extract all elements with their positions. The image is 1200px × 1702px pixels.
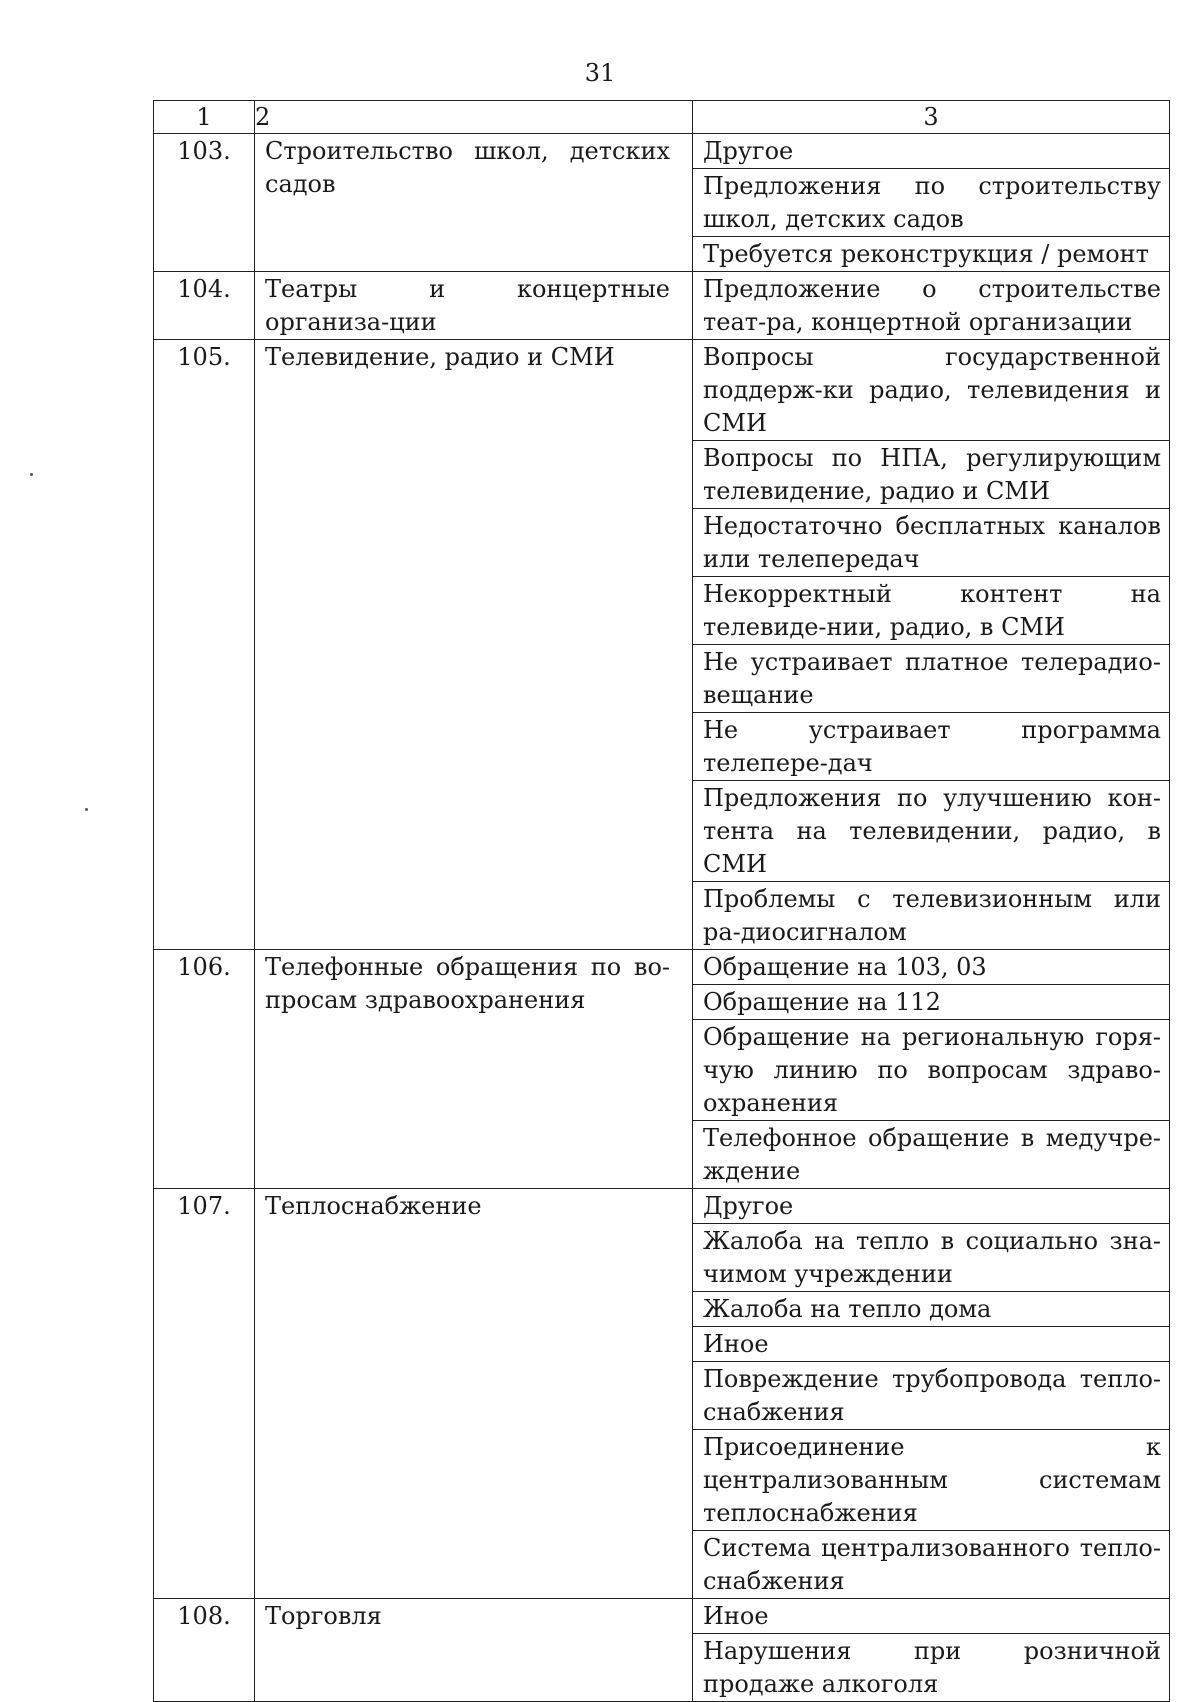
subtopic-item: Повреждение трубопровода тепло-снабжения — [693, 1361, 1169, 1429]
table-row — [154, 134, 1170, 272]
subtopic-item: Вопросы государственной поддерж-ки радио, телевидения и СМИ — [703, 343, 1161, 437]
subtopic-item: Система централизованного тепло-снабжения — [693, 1530, 1169, 1598]
row-topic: Торговля — [255, 1599, 693, 1702]
table-row — [154, 950, 1170, 1189]
row-number: 105. — [154, 340, 255, 950]
column-header-3: 3 — [693, 101, 1170, 134]
subtopic-item: Предложения по строительству школ, детских садов — [693, 168, 1169, 236]
table-row — [154, 1189, 1170, 1599]
page-number: 31 — [584, 59, 616, 87]
subtopic-item: Проблемы с телевизионным или ра-диосигналом — [693, 881, 1169, 949]
table-row — [154, 340, 1170, 950]
row-number: 103. — [154, 134, 255, 272]
scan-speck — [30, 473, 33, 476]
subtopic-item: Недостаточно бесплатных каналов или телепередач — [693, 508, 1169, 576]
row-subtopics — [693, 950, 1170, 1189]
row-subtopics — [693, 134, 1170, 272]
subtopic-item: Обращение на 112 — [693, 984, 1169, 1019]
subtopic-item: Нарушения при розничной продаже алкоголя — [693, 1633, 1169, 1701]
row-subtopics — [693, 1599, 1170, 1702]
row-topic: Теплоснабжение — [255, 1189, 693, 1599]
row-subtopics — [693, 272, 1170, 340]
subtopic-item: Предложение о строительстве теат-ра, концертной организации — [703, 275, 1161, 336]
table-row — [154, 272, 1170, 340]
column-header-1: 1 — [154, 101, 255, 134]
row-topic: Телефонные обращения по во-просам здравоохранения — [255, 950, 693, 1189]
subtopic-item: Не устраивает программа телепере-дач — [693, 712, 1169, 780]
row-topic: Строительство школ, детских садов — [255, 134, 693, 272]
subtopic-item: Присоединение к централизованным системам теплоснабжения — [693, 1429, 1169, 1530]
table-row — [154, 1599, 1170, 1702]
subtopic-item: Другое — [703, 137, 794, 165]
scan-speck — [85, 808, 88, 811]
column-header-2: 2 — [255, 101, 693, 134]
classifier-table — [153, 100, 1170, 1702]
subtopic-item: Некорректный контент на телевиде-нии, радио, в СМИ — [693, 576, 1169, 644]
row-number: 104. — [154, 272, 255, 340]
subtopic-item: Не устраивает платное телерадио-вещание — [693, 644, 1169, 712]
subtopic-item: Предложения по улучшению кон-тента на телевидении, радио, в СМИ — [693, 780, 1169, 881]
row-number: 108. — [154, 1599, 255, 1702]
subtopic-item: Телефонное обращение в медучре-ждение — [693, 1120, 1169, 1188]
subtopic-item: Требуется реконструкция / ремонт — [693, 236, 1169, 271]
subtopic-item: Вопросы по НПА, регулирующим телевидение, радио и СМИ — [693, 440, 1169, 508]
subtopic-item: Другое — [703, 1192, 794, 1220]
row-topic: Телевидение, радио и СМИ — [255, 340, 693, 950]
table-header-row — [154, 101, 1170, 134]
subtopic-item: Иное — [693, 1326, 1169, 1361]
row-number: 107. — [154, 1189, 255, 1599]
subtopic-item: Иное — [703, 1602, 769, 1630]
subtopic-item: Обращение на региональную горя-чую линию по вопросам здраво-охранения — [693, 1019, 1169, 1120]
row-subtopics — [693, 340, 1170, 950]
row-number: 106. — [154, 950, 255, 1189]
row-subtopics — [693, 1189, 1170, 1599]
subtopic-item: Обращение на 103, 03 — [703, 953, 987, 981]
row-topic: Театры и концертные организа-ции — [255, 272, 693, 340]
subtopic-item: Жалоба на тепло дома — [693, 1291, 1169, 1326]
subtopic-item: Жалоба на тепло в социально зна-чимом учреждении — [693, 1223, 1169, 1291]
